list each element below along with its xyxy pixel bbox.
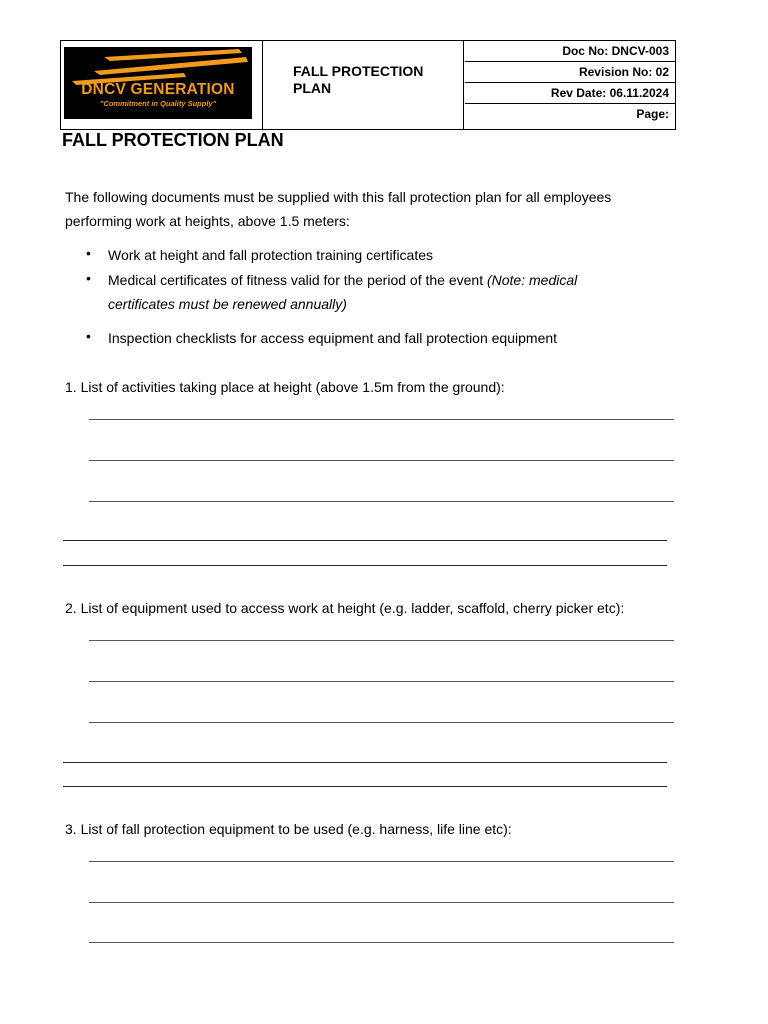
answer-line[interactable] (89, 460, 674, 461)
logo-title: DNCV GENERATION (81, 81, 235, 98)
header-title-line: PLAN (293, 80, 332, 96)
header-title-line: FALL PROTECTION (293, 63, 424, 79)
revision-date: Rev Date: 06.11.2024 (465, 83, 675, 104)
answer-line[interactable] (63, 762, 667, 763)
header-document-title (293, 63, 458, 97)
revision-number: Revision No: 02 (465, 62, 675, 83)
answer-line[interactable] (63, 540, 667, 541)
answer-line[interactable] (63, 786, 667, 787)
answer-line[interactable] (89, 722, 674, 723)
header-divider (262, 41, 263, 129)
intro-line: The following documents must be supplied with this fall protection plan for all employees (65, 189, 612, 205)
bullet-note-continued: certificates must be renewed annually) (108, 296, 347, 312)
bullet-icon: • (86, 245, 91, 261)
bullet-item (108, 268, 668, 292)
answer-line[interactable] (89, 419, 674, 420)
answer-line[interactable] (89, 861, 674, 862)
company-logo (64, 47, 252, 119)
bullet-note: (Note: medical (486, 272, 578, 288)
answer-line[interactable] (63, 565, 667, 566)
bullet-item: Inspection checklists for access equipment and fall protection equipment (108, 330, 558, 346)
answer-line[interactable] (89, 902, 674, 903)
intro-line: performing work at heights, above 1.5 meters: (65, 213, 350, 229)
answer-line[interactable] (89, 681, 674, 682)
bullet-item: Work at height and fall protection training certificates (108, 247, 434, 263)
question-3: 3. List of fall protection equipment to be used (e.g. harness, life line etc): (65, 821, 512, 837)
question-1: 1. List of activities taking place at height (above 1.5m from the ground): (65, 379, 505, 395)
bullet-icon: • (86, 328, 91, 344)
answer-line[interactable] (89, 501, 674, 502)
logo-tagline: "Commitment in Quality Supply" (99, 99, 217, 108)
page-number: Page: (636, 107, 669, 121)
answer-line[interactable] (89, 942, 674, 943)
doc-number: Doc No: DNCV-003 (465, 41, 675, 62)
question-2: 2. List of equipment used to access work at height (e.g. ladder, scaffold, cherry picker etc): (65, 600, 625, 616)
header-divider (463, 41, 464, 129)
intro-text (65, 185, 611, 233)
bullet-icon: • (86, 270, 91, 286)
page-title: FALL PROTECTION PLAN (62, 130, 284, 150)
bullet-text: Medical certificates of fitness valid for the period of the event (108, 272, 487, 288)
answer-line[interactable] (89, 640, 674, 641)
document-header (60, 40, 676, 130)
